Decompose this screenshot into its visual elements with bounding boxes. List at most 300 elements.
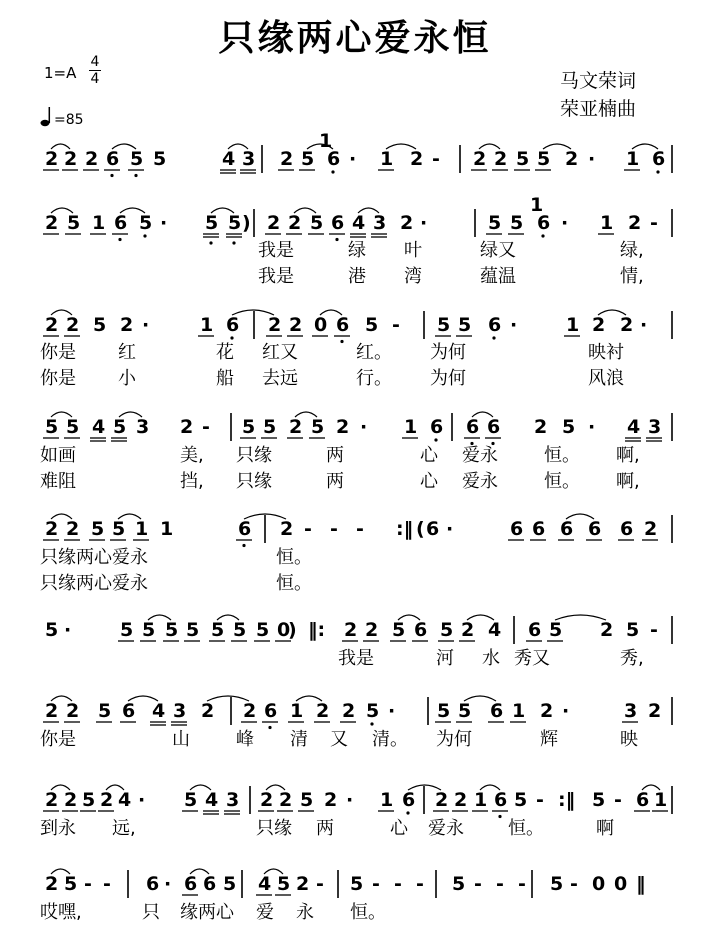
lyric: 我是 xyxy=(258,266,294,287)
note: 5 xyxy=(228,212,242,234)
note: 2 xyxy=(64,148,78,170)
note: 5 xyxy=(67,212,81,234)
lyric: 湾 xyxy=(404,266,422,287)
lyric: 只缘两心爱永 xyxy=(40,547,148,568)
note: 4 xyxy=(205,789,219,811)
low-octave-dot xyxy=(340,340,343,343)
note: 5 xyxy=(392,619,406,641)
lyric: 如画 xyxy=(40,445,76,466)
note: - xyxy=(202,416,210,438)
score-line-5 xyxy=(40,514,672,594)
low-octave-dot xyxy=(134,174,137,177)
composer-credit: 荣亚楠曲 xyxy=(560,98,637,120)
note: · xyxy=(360,416,368,438)
note: 5 xyxy=(112,518,126,540)
notation-mark: ) xyxy=(288,619,297,641)
score-line-3 xyxy=(40,310,672,389)
note: 5 xyxy=(510,212,524,234)
low-octave-dot xyxy=(209,241,212,244)
lyric: 远, xyxy=(112,818,136,839)
note: 2 xyxy=(45,873,59,895)
note: 5 xyxy=(437,700,451,722)
note: 2 xyxy=(534,416,548,438)
lyric: 为何 xyxy=(436,729,472,750)
lyric: 我是 xyxy=(258,240,294,261)
lyric: 永 xyxy=(296,902,314,923)
note: 4 xyxy=(488,619,502,641)
note: 5 xyxy=(45,619,59,641)
note: 5 xyxy=(139,212,153,234)
note: 2 xyxy=(592,314,606,336)
note: 5 xyxy=(277,873,291,895)
time-signature-top: 4 xyxy=(90,54,100,70)
note: · xyxy=(640,314,648,336)
low-octave-dot xyxy=(242,544,245,547)
note: 6 xyxy=(146,873,160,895)
note: 3 xyxy=(173,700,187,722)
low-octave-dot xyxy=(331,170,334,173)
note: · xyxy=(562,700,570,722)
lyric: 到永 xyxy=(40,818,76,839)
note: 2 xyxy=(267,212,281,234)
note: 1 xyxy=(566,314,580,336)
time-signature-bottom: 4 xyxy=(90,71,100,87)
note: · xyxy=(160,212,168,234)
note: - xyxy=(356,518,364,540)
lyric: 为何 xyxy=(430,342,466,363)
note: - xyxy=(372,873,380,895)
note: 5 xyxy=(256,619,270,641)
lyric: 映衬 xyxy=(588,342,624,363)
note: 6 xyxy=(402,789,416,811)
lyric: 心 xyxy=(420,445,438,466)
score-line-7 xyxy=(40,696,672,750)
note: - xyxy=(432,148,440,170)
note: 2 xyxy=(342,700,356,722)
note: - xyxy=(84,873,92,895)
note: 2 xyxy=(180,416,194,438)
note: - xyxy=(316,873,324,895)
note: 5 xyxy=(311,416,325,438)
note: · xyxy=(588,148,596,170)
note: 4 xyxy=(92,416,106,438)
note: 5 xyxy=(66,416,80,438)
note: - xyxy=(570,873,578,895)
lyric: 恒。 xyxy=(508,818,544,839)
note: 2 xyxy=(600,619,614,641)
note: 2 xyxy=(120,314,134,336)
slur xyxy=(555,615,606,620)
note: 2 xyxy=(280,148,294,170)
note: 5 xyxy=(93,314,107,336)
lyric: 恒。 xyxy=(544,445,580,466)
lyric: 山 xyxy=(172,729,190,750)
note: · xyxy=(510,314,518,336)
note: 5 xyxy=(458,314,472,336)
note: 6 xyxy=(226,314,240,336)
notation-mark: ‖: xyxy=(308,619,326,641)
lyric: 清。 xyxy=(372,729,408,750)
note: 5 xyxy=(242,416,256,438)
note: 2 xyxy=(64,789,78,811)
lyric: 我是 xyxy=(338,648,374,669)
note: 6 xyxy=(430,416,444,438)
note: - xyxy=(416,873,424,895)
note: 5 xyxy=(165,619,179,641)
note: 6 xyxy=(560,518,574,540)
lyric: 港 xyxy=(348,266,366,287)
note: 4 xyxy=(627,416,641,438)
note: 0 xyxy=(314,314,328,336)
note: 2 xyxy=(336,416,350,438)
lyric: 小 xyxy=(118,368,136,389)
low-octave-dot xyxy=(118,238,121,241)
note: 5 xyxy=(91,518,105,540)
note: 5 xyxy=(549,619,563,641)
note: 5 xyxy=(350,873,364,895)
note: 2 xyxy=(296,873,310,895)
note: 5 xyxy=(233,619,247,641)
note: 2 xyxy=(540,700,554,722)
lyric: 哎嘿, xyxy=(40,902,82,923)
note: 2 xyxy=(66,518,80,540)
low-octave-dot xyxy=(406,811,409,814)
note: 1 xyxy=(200,314,214,336)
note: 2 xyxy=(365,619,379,641)
note: 5 xyxy=(437,314,451,336)
lyric: 爱永 xyxy=(428,818,464,839)
note: 3 xyxy=(226,789,240,811)
note: 1 xyxy=(290,700,304,722)
note: 6 xyxy=(652,148,666,170)
note: 2 xyxy=(461,619,475,641)
note: 5 xyxy=(626,619,640,641)
lyric: 只缘 xyxy=(236,471,272,492)
note: 2 xyxy=(45,700,59,722)
note: 2 xyxy=(268,314,282,336)
note: 2 xyxy=(494,148,508,170)
note: 2 xyxy=(435,789,449,811)
lyric: 恒。 xyxy=(544,471,580,492)
note: · xyxy=(588,416,596,438)
note: 5 xyxy=(205,212,219,234)
lyric: 绿, xyxy=(620,240,644,261)
lyric: 两 xyxy=(316,818,334,839)
note: - xyxy=(474,873,482,895)
lyric: 红又 xyxy=(262,342,298,363)
lyric: 秀又 xyxy=(514,648,550,669)
note: 3 xyxy=(373,212,387,234)
note: 2 xyxy=(260,789,274,811)
key-signature: 1=A xyxy=(44,64,77,82)
notation-mark: 1 xyxy=(319,130,333,152)
note: 0 xyxy=(592,873,606,895)
lyric: 两 xyxy=(326,471,344,492)
notation-mark: :‖ xyxy=(396,518,414,540)
note: 5 xyxy=(301,148,315,170)
note: 5 xyxy=(45,416,59,438)
low-octave-dot xyxy=(230,336,233,339)
note: - xyxy=(392,314,400,336)
note: 6 xyxy=(106,148,120,170)
note: · xyxy=(446,518,454,540)
lyric: 恒。 xyxy=(276,547,312,568)
song-title: 只缘两心爱永恒 xyxy=(218,18,492,59)
note: 6 xyxy=(327,148,341,170)
note: - xyxy=(518,873,526,895)
low-octave-dot xyxy=(492,336,495,339)
lyric: 挡, xyxy=(180,471,204,492)
note: 4 xyxy=(152,700,166,722)
score-line-9 xyxy=(40,869,646,923)
note: 6 xyxy=(488,314,502,336)
note: 1 xyxy=(512,700,526,722)
note: 5 xyxy=(120,619,134,641)
note: 6 xyxy=(466,416,480,438)
note: 2 xyxy=(100,789,114,811)
note: 1 xyxy=(626,148,640,170)
note: 5 xyxy=(562,416,576,438)
lyric: 风浪 xyxy=(588,368,624,389)
note: 2 xyxy=(66,700,80,722)
note: 6 xyxy=(122,700,136,722)
note: 2 xyxy=(400,212,414,234)
note: 4 xyxy=(222,148,236,170)
lyric: 红 xyxy=(118,342,136,363)
note: 2 xyxy=(201,700,215,722)
note: 1 xyxy=(380,789,394,811)
note: 3 xyxy=(242,148,256,170)
note: · xyxy=(420,212,428,234)
lyric: 叶 xyxy=(404,240,422,261)
note: 2 xyxy=(66,314,80,336)
note: 3 xyxy=(624,700,638,722)
note: 5 xyxy=(310,212,324,234)
lyric: 辉 xyxy=(540,729,558,750)
note: 5 xyxy=(458,700,472,722)
lyric: 美, xyxy=(180,445,204,466)
note: 6 xyxy=(494,789,508,811)
low-octave-dot xyxy=(110,174,113,177)
note: 6 xyxy=(264,700,278,722)
note: · xyxy=(138,789,146,811)
note: 1 xyxy=(380,148,394,170)
lyric: 秀, xyxy=(620,648,644,669)
note: 3 xyxy=(136,416,150,438)
lyric: 又 xyxy=(330,729,348,750)
lyric: 啊 xyxy=(596,818,614,839)
lyric: 蕴温 xyxy=(480,266,516,287)
note: - xyxy=(304,518,312,540)
low-octave-dot xyxy=(232,241,235,244)
lyric: 只 xyxy=(142,902,160,923)
note: 6 xyxy=(528,619,542,641)
lyric: 映 xyxy=(620,729,638,750)
note: 5 xyxy=(592,789,606,811)
note: 6 xyxy=(490,700,504,722)
note: 2 xyxy=(628,212,642,234)
lyric: 难阻 xyxy=(40,471,76,492)
note: 1 xyxy=(135,518,149,540)
lyric: 你是 xyxy=(40,342,76,363)
lyric: 情, xyxy=(620,266,644,287)
note: - xyxy=(650,212,658,234)
lyric: 绿又 xyxy=(480,240,516,261)
note: 2 xyxy=(644,518,658,540)
note: 5 xyxy=(488,212,502,234)
score-line-1 xyxy=(43,130,672,177)
note: 4 xyxy=(118,789,132,811)
note: 1 xyxy=(654,789,668,811)
lyric: 你是 xyxy=(40,729,76,750)
note: 6 xyxy=(532,518,546,540)
low-octave-dot xyxy=(143,234,146,237)
note: 2 xyxy=(324,789,338,811)
notation-mark: ) xyxy=(242,212,251,234)
lyric: 只缘 xyxy=(236,445,272,466)
note: - xyxy=(650,619,658,641)
note: - xyxy=(394,873,402,895)
lyric: 只缘 xyxy=(256,818,292,839)
note: 2 xyxy=(454,789,468,811)
note: 5 xyxy=(142,619,156,641)
note: 0 xyxy=(277,619,291,641)
notation-mark: 1 xyxy=(530,194,544,216)
note: 6 xyxy=(414,619,428,641)
lyric: 你是 xyxy=(40,368,76,389)
lyric: 绿 xyxy=(348,240,366,261)
lyricist-credit: 马文荣词 xyxy=(560,70,637,92)
note: 6 xyxy=(588,518,602,540)
note: 2 xyxy=(288,212,302,234)
notation-mark: ‖ xyxy=(636,873,646,895)
lyric: 恒。 xyxy=(276,573,312,594)
note: 2 xyxy=(243,700,257,722)
score-line-4 xyxy=(40,412,672,492)
lyric: 红。 xyxy=(356,342,392,363)
note: 2 xyxy=(620,314,634,336)
note: 5 xyxy=(223,873,237,895)
note: 2 xyxy=(280,518,294,540)
note: 5 xyxy=(184,789,198,811)
note: 2 xyxy=(45,518,59,540)
note: 6 xyxy=(510,518,524,540)
note: 5 xyxy=(365,314,379,336)
note: 5 xyxy=(64,873,78,895)
note: - xyxy=(536,789,544,811)
lyric: 心 xyxy=(390,818,408,839)
low-octave-dot xyxy=(656,170,659,173)
lyric: 心 xyxy=(420,471,438,492)
note: 2 xyxy=(289,314,303,336)
note: 5 xyxy=(153,148,167,170)
lyric: 水 xyxy=(482,648,500,669)
note: 2 xyxy=(45,314,59,336)
note: 6 xyxy=(238,518,252,540)
low-octave-dot xyxy=(370,722,373,725)
lyric: 啊, xyxy=(616,445,640,466)
note: 5 xyxy=(186,619,200,641)
tempo-value: =85 xyxy=(54,112,84,128)
note: - xyxy=(103,873,111,895)
note: - xyxy=(330,518,338,540)
lyric: 行。 xyxy=(356,368,392,389)
note: 2 xyxy=(648,700,662,722)
note: 1 xyxy=(600,212,614,234)
note: 5 xyxy=(440,619,454,641)
note: 2 xyxy=(45,789,59,811)
low-octave-dot xyxy=(434,438,437,441)
note: 6 xyxy=(426,518,440,540)
note: · xyxy=(64,619,72,641)
note: 5 xyxy=(113,416,127,438)
note: 5 xyxy=(82,789,96,811)
lyric: 爱 xyxy=(256,902,274,923)
note: 6 xyxy=(336,314,350,336)
note: 6 xyxy=(636,789,650,811)
note: 1 xyxy=(474,789,488,811)
note: 4 xyxy=(352,212,366,234)
note: 4 xyxy=(258,873,272,895)
notation-mark: ( xyxy=(416,518,425,540)
note: 6 xyxy=(537,212,551,234)
lyric: 船 xyxy=(216,368,234,389)
note: 5 xyxy=(550,873,564,895)
note: 5 xyxy=(537,148,551,170)
note: 2 xyxy=(565,148,579,170)
note: · xyxy=(164,873,172,895)
notation-mark: :‖ xyxy=(558,789,576,811)
lyric: 缘两心 xyxy=(180,902,234,923)
lyric: 爱永 xyxy=(462,471,498,492)
lyric: 恒。 xyxy=(350,902,386,923)
note: 3 xyxy=(648,416,662,438)
lyric: 花 xyxy=(216,342,234,363)
lyric: 峰 xyxy=(236,729,254,750)
note: - xyxy=(614,789,622,811)
note: 1 xyxy=(404,416,418,438)
lyric: 啊, xyxy=(616,471,640,492)
lyric: 只缘两心爱永 xyxy=(40,573,148,594)
note: · xyxy=(388,700,396,722)
note: 2 xyxy=(45,212,59,234)
note: 6 xyxy=(114,212,128,234)
note: 6 xyxy=(203,873,217,895)
note: 5 xyxy=(98,700,112,722)
lyric: 河 xyxy=(436,648,454,669)
note: · xyxy=(561,212,569,234)
note: - xyxy=(496,873,504,895)
note: · xyxy=(142,314,150,336)
note: 2 xyxy=(85,148,99,170)
note: 5 xyxy=(130,148,144,170)
low-octave-dot xyxy=(541,234,544,237)
note: 5 xyxy=(300,789,314,811)
lyric: 去远 xyxy=(262,368,298,389)
note: 6 xyxy=(620,518,634,540)
score-line-2 xyxy=(43,194,672,287)
note: 5 xyxy=(514,789,528,811)
note: 2 xyxy=(316,700,330,722)
lyric: 为何 xyxy=(430,368,466,389)
note: 6 xyxy=(184,873,198,895)
note: 2 xyxy=(410,148,424,170)
low-octave-dot xyxy=(268,726,271,729)
note: 6 xyxy=(331,212,345,234)
lyric: 爱永 xyxy=(462,445,498,466)
score-line-6 xyxy=(45,615,672,669)
note: 5 xyxy=(366,700,380,722)
